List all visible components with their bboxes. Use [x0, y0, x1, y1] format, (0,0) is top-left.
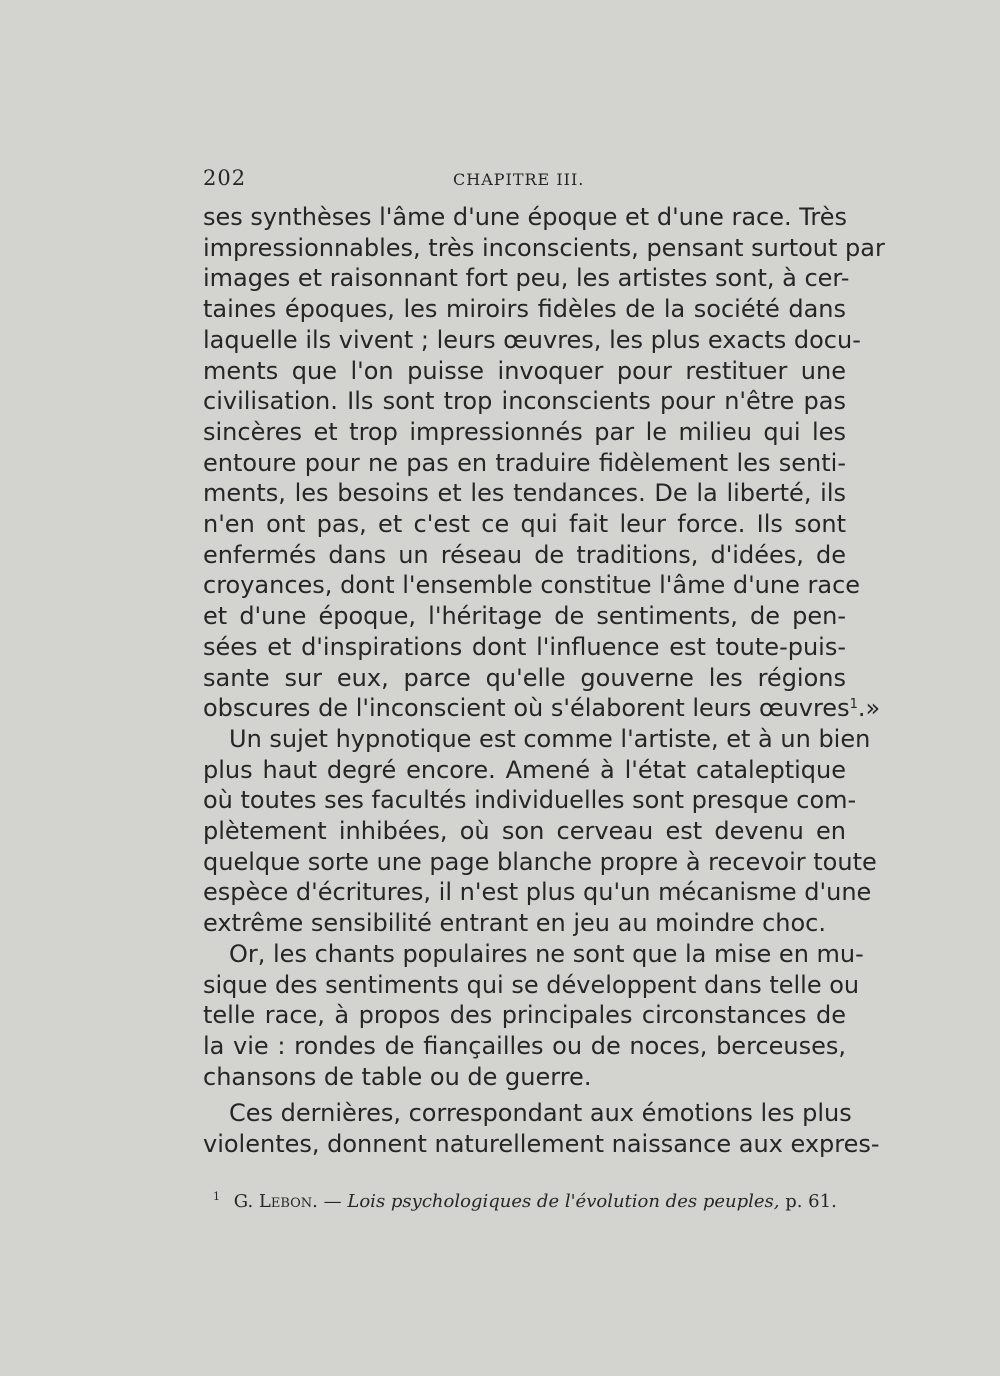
text-line: civilisation. Ils sont trop inconscients pour n'être pas	[203, 387, 846, 416]
footnote-reference: 1	[849, 697, 858, 713]
text-line: obscures de l'inconscient où s'élaborent leurs œuvres	[203, 694, 850, 723]
footnote	[213, 1190, 853, 1212]
text-line: entoure pour ne pas en traduire fidèlement les senti-	[203, 448, 846, 477]
text-line: impressionnables, très inconscients, pensant surtout par	[203, 233, 885, 262]
text-line: sante sur eux, parce qu'elle gouverne les régions	[203, 663, 846, 692]
page-header	[203, 166, 843, 194]
quote-close: .»	[857, 694, 881, 723]
footnote-dash: —	[323, 1191, 342, 1212]
text-line: violentes, donnent naturellement naissance aux expres-	[203, 1130, 880, 1159]
text-line: où toutes ses facultés individuelles sont presque com-	[203, 786, 857, 815]
text-line: telle race, à propos des principales circonstances de	[203, 1001, 846, 1030]
page-number: 202	[203, 166, 247, 190]
text-line: espèce d'écritures, il n'est plus qu'un mécanisme d'une	[203, 878, 872, 907]
text-line: Or, les chants populaires ne sont que la mise en mu-	[229, 939, 864, 968]
text-line: n'en ont pas, et c'est ce qui fait leur force. Ils sont	[203, 510, 846, 539]
text-line: ments, les besoins et les tendances. De la liberté, ils	[203, 479, 846, 508]
body-text	[203, 202, 885, 1160]
text-line: quelque sorte une page blanche propre à recevoir toute	[203, 847, 877, 876]
text-line-with-footnote	[203, 693, 881, 724]
running-head: CHAPITRE III.	[453, 170, 585, 189]
text-line: taines époques, les miroirs fidèles de la société dans	[203, 295, 846, 324]
text-line: la vie : rondes de fiançailles ou de noces, berceuses,	[203, 1031, 846, 1060]
text-line: ses synthèses l'âme d'une époque et d'une race. Très	[203, 203, 848, 231]
text-line: enfermés dans un réseau de traditions, d'idées, de	[203, 540, 846, 569]
text-line: Un sujet hypnotique est comme l'artiste, et à un bien	[229, 724, 871, 753]
footnote-page: p. 61.	[785, 1191, 837, 1212]
text-line: sées et d'inspirations dont l'influence est toute-puis-	[203, 632, 846, 661]
text-line: images et raisonnant fort peu, les artistes sont, à cer-	[203, 264, 850, 293]
text-line: ments que l'on puisse invoquer pour restituer une	[203, 356, 846, 385]
text-line: sique des sentiments qui se développent dans telle ou	[203, 970, 860, 999]
text-line: chansons de table ou de guerre.	[203, 1062, 592, 1091]
footnote-marker: 1	[213, 1190, 220, 1203]
footnote-author: G. Lebon.	[233, 1191, 318, 1212]
footnote-title: Lois psychologiques de l'évolution des peuples,	[347, 1191, 780, 1212]
text-line: croyances, dont l'ensemble constitue l'âme d'une race	[203, 571, 861, 600]
text-line: extrême sensibilité entrant en jeu au moindre choc.	[203, 909, 826, 938]
text-line: sincères et trop impressionnés par le milieu qui les	[203, 417, 846, 446]
text-line: plètement inhibées, où son cerveau est devenu en	[203, 817, 846, 846]
text-line: et d'une époque, l'héritage de sentiments, de pen-	[203, 602, 846, 631]
text-line: laquelle ils vivent ; leurs œuvres, les plus exacts docu-	[203, 325, 861, 354]
text-line: plus haut degré encore. Amené à l'état cataleptique	[203, 755, 846, 784]
text-line: Ces dernières, correspondant aux émotions les plus	[229, 1099, 852, 1128]
